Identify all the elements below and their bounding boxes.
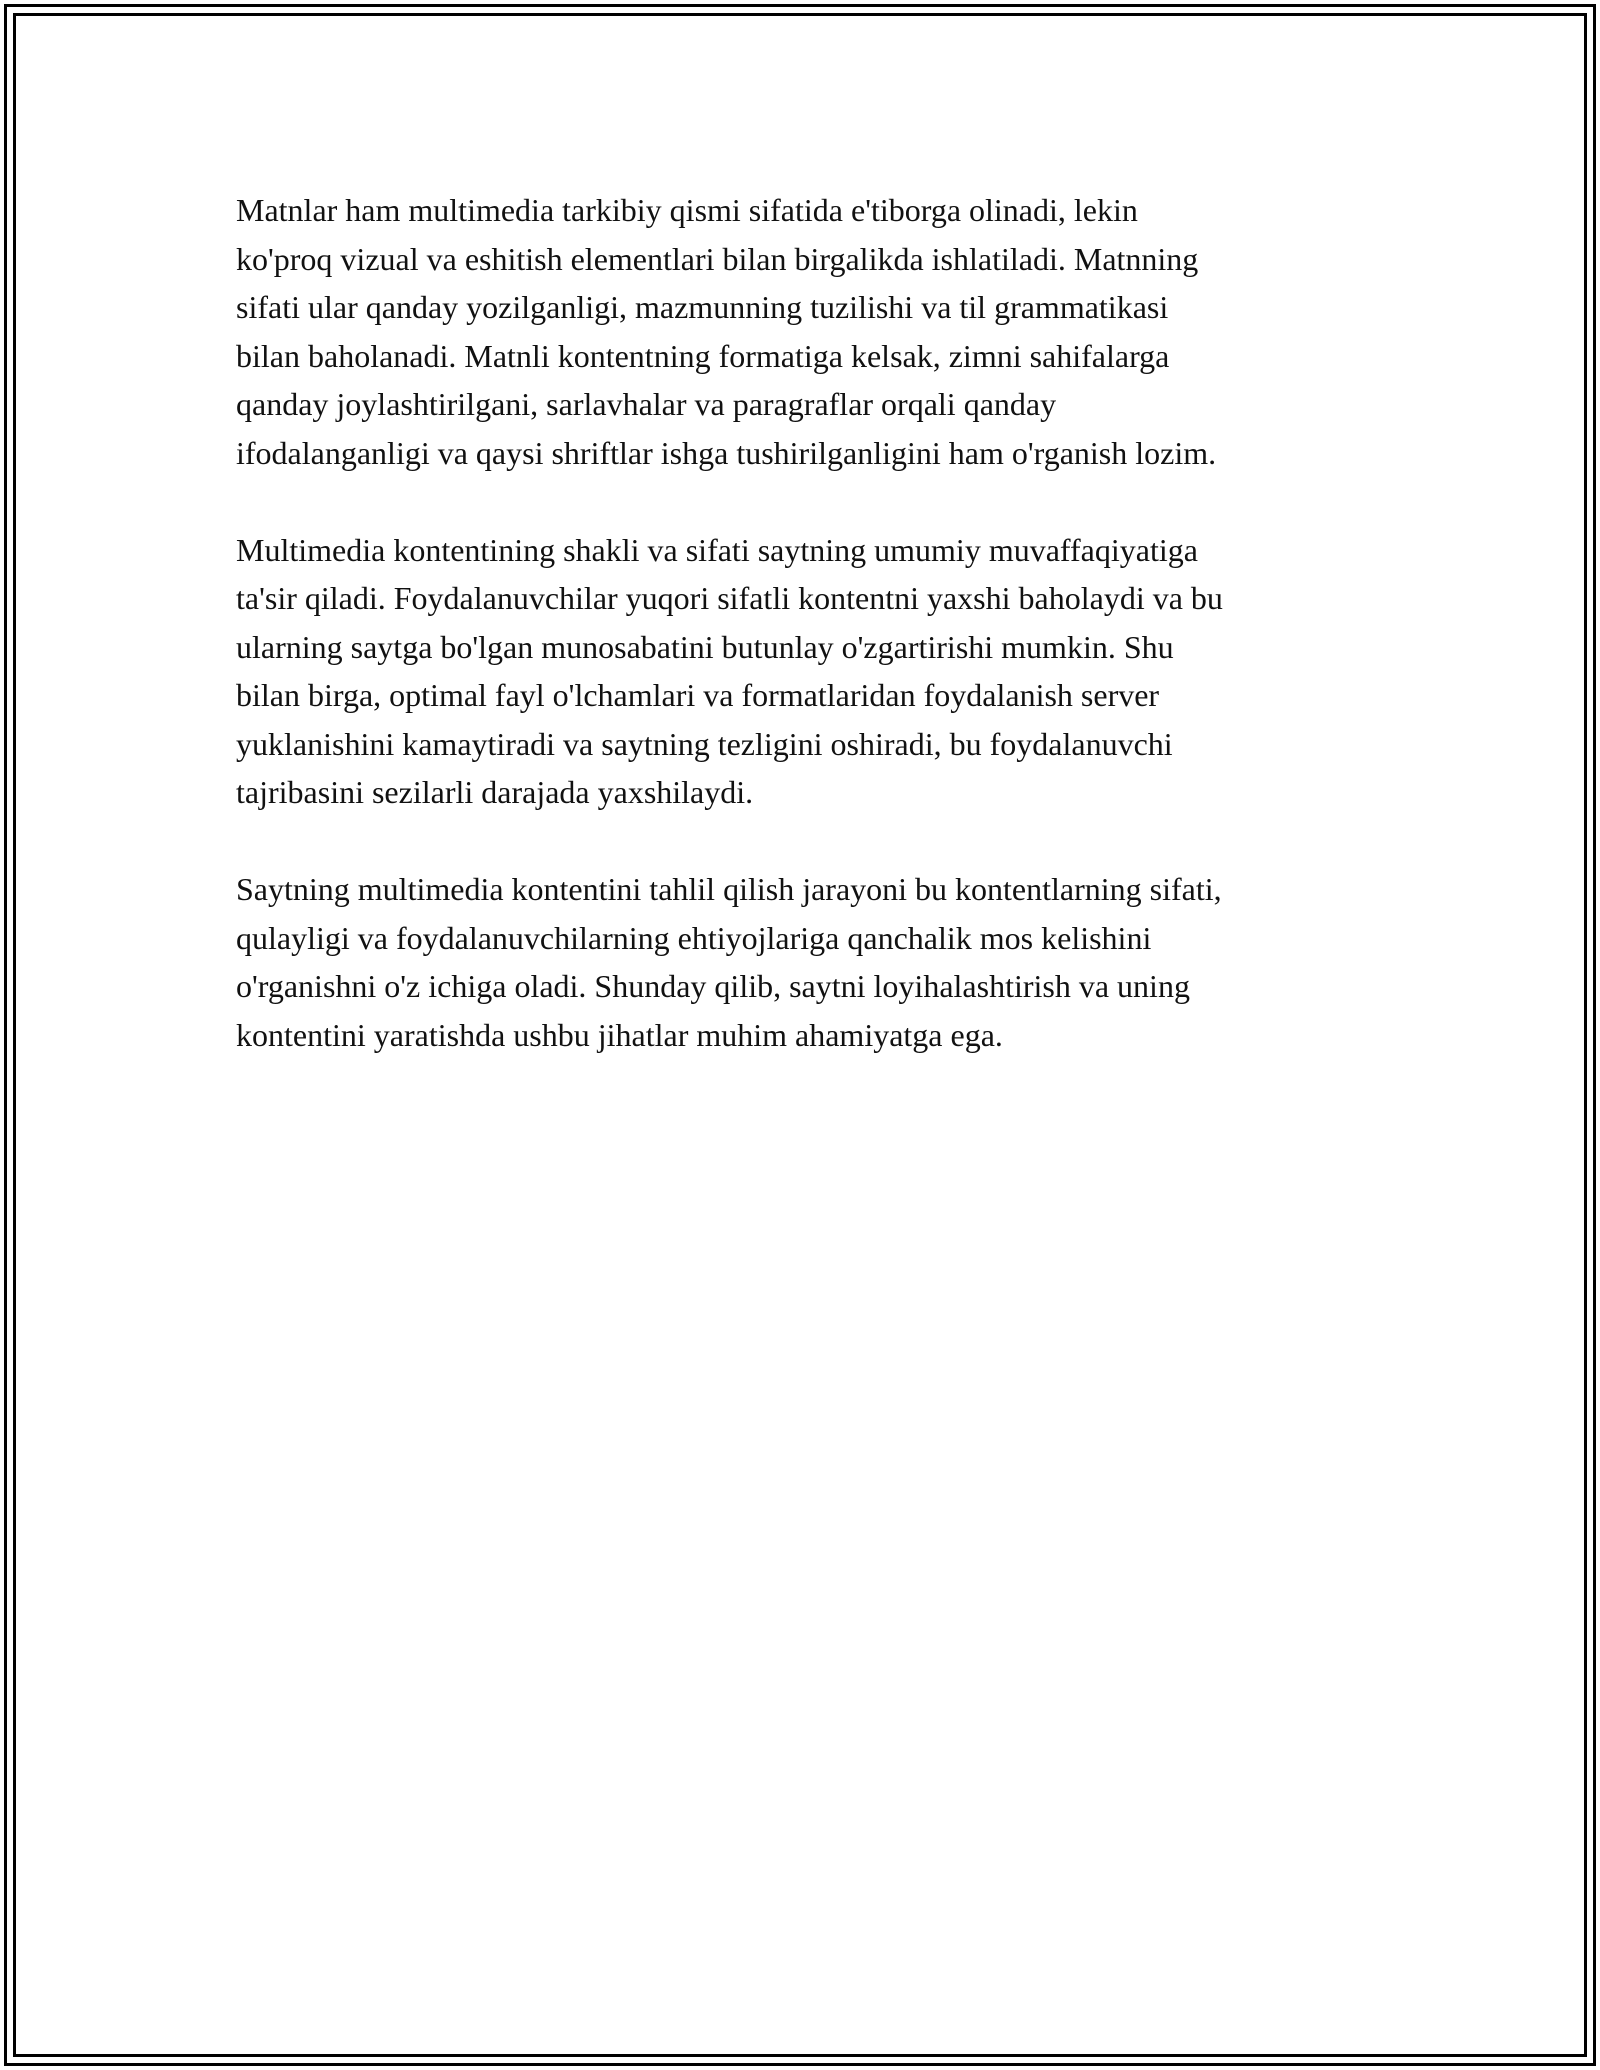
document-body	[236, 186, 1376, 1108]
paragraph-3: Saytning multimedia kontentini tahlil qilish jarayoni bu kontentlarning sifati, qulayligi va foydalanuvchilarning ehtiyojlariga qanchalik mos kelishini o'rganishni o'z ichiga oladi. Shunday qilib, saytni loyihalashtirish va uning kontentini yaratishda ushbu jihatlar muhim ahamiyatga ega.	[236, 871, 1222, 1053]
paragraph-1: Matnlar ham multimedia tarkibiy qismi sifatida e'tiborga olinadi, lekin ko'proq vizual va eshitish elementlari bilan birgalikda ishlatiladi. Matnning sifati ular qanday yozilganligi, mazmunning tuzilishi va til grammatikasi bilan baholanadi. Matnli kontentning formatiga kelsak, zimni sahifalarga qanday joylashtirilgani, sarlavhalar va paragraflar orqali qanday ifodalanganligi va qaysi shriftlar ishga tushirilganligini ham o'rganish lozim.	[236, 192, 1217, 471]
paragraph-2: Multimedia kontentining shakli va sifati saytning umumiy muvaffaqiyatiga ta'sir qiladi. Foydalanuvchilar yuqori sifatli kontentni yaxshi baholaydi va bu ularning saytga bo'lgan munosabatini butunlay o'zgartirishi mumkin. Shu bilan birga, optimal fayl o'lchamlari va formatlaridan foydalanish server yuklanishini kamaytiradi va saytning tezligini oshiradi, bu foydalanuvchi tajribasini sezilarli darajada yaxshilaydi.	[236, 531, 1223, 810]
